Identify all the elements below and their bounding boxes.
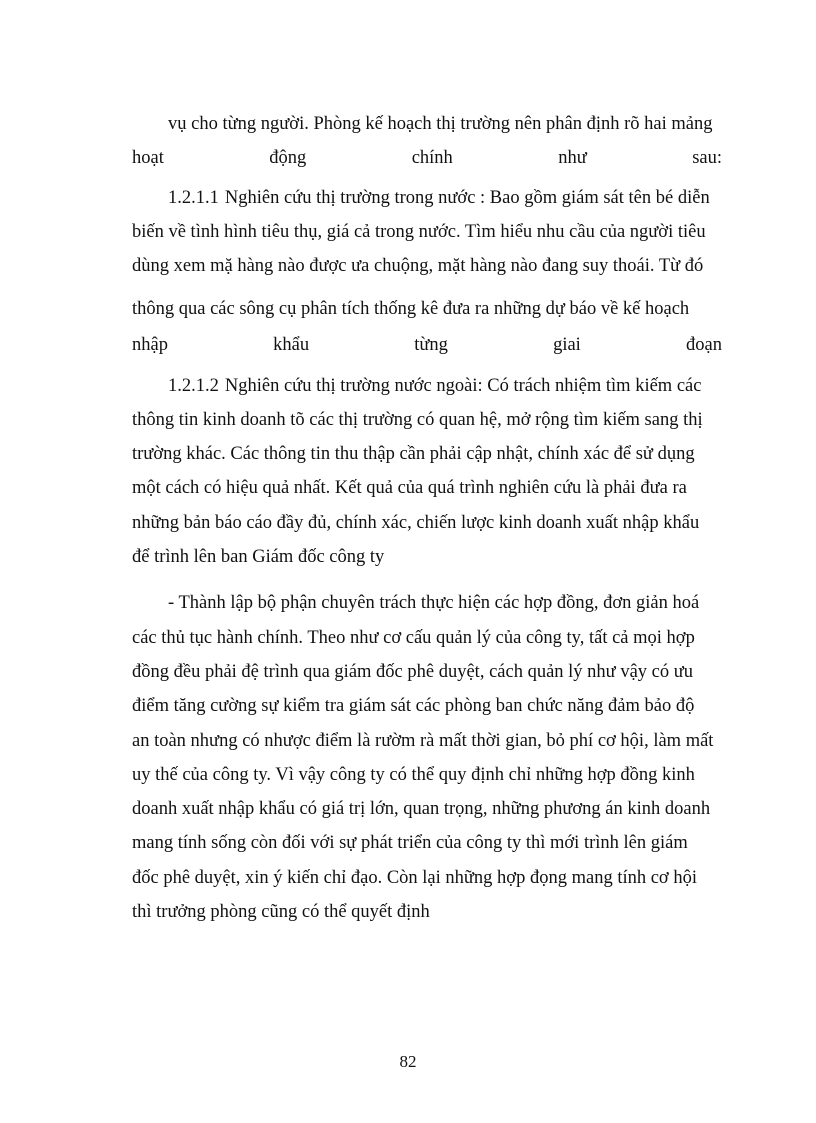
paragraph-1-line-2 <box>132 146 722 170</box>
paragraph-2-line-4: thông qua các sông cụ phân tích thống kê đưa ra những dự báo về kế hoạch <box>132 299 690 319</box>
word: sau: <box>692 148 722 168</box>
section-number: 1.2.1.1 <box>168 188 219 208</box>
word: nhập <box>132 335 168 355</box>
paragraph-2-line-5 <box>132 333 722 357</box>
word: chính <box>411 148 453 168</box>
section-number: 1.2.1.2 <box>168 376 219 396</box>
paragraph-4-line-5: an toàn nhưng có nhược điểm là rườm rà mất thời gian, bỏ phí cơ hội, làm mất <box>132 731 714 751</box>
word: động <box>269 148 307 168</box>
word: hoạt <box>132 148 164 168</box>
paragraph-4-line-10: thì trưởng phòng cũng có thể quyết định <box>132 902 430 922</box>
paragraph-4-line-6: uy thế của công ty. Vì vậy công ty có thể quy định chỉ những hợp đồng kinh <box>132 765 695 785</box>
paragraph-3-line-6: để trình lên ban Giám đốc công ty <box>132 547 385 567</box>
paragraph-2-line-1-text: Nghiên cứu thị trường trong nước : Bao gồm giám sát tên bé diễn <box>224 188 710 208</box>
word: đoạn <box>685 335 722 355</box>
paragraph-4-line-9: đốc phê duyệt, xin ý kiến chỉ đạo. Còn lại những hợp đọng mang tính cơ hội <box>132 868 697 888</box>
word: từng <box>414 335 448 355</box>
paragraph-3-line-1 <box>168 374 722 398</box>
word: giai <box>553 335 581 355</box>
paragraph-3-line-5: những bản báo cáo đầy đủ, chính xác, chiến lược kinh doanh xuất nhập khẩu <box>132 513 700 533</box>
paragraph-4-line-8: mang tính sống còn đối với sự phát triển của công ty thì mới trình lên giám <box>132 833 688 853</box>
paragraph-3-line-2: thông tin kinh doanh tõ các thị trường có quan hệ, mở rộng tìm kiếm sang thị <box>132 410 703 430</box>
paragraph-2-line-2: biến về tình hình tiêu thụ, giá cả trong nước. Tìm hiểu nhu cầu của người tiêu <box>132 222 706 242</box>
paragraph-3-line-1-text: Nghiên cứu thị trường nước ngoài: Có trách nhiệm tìm kiếm các <box>224 376 702 396</box>
paragraph-4-line-7: doanh xuất nhập khẩu có giá trị lớn, quan trọng, những phương án kinh doanh <box>132 799 711 819</box>
paragraph-3-line-4: một cách có hiệu quả nhất. Kết quả của quá trình nghiên cứu là phải đưa ra <box>132 478 687 498</box>
paragraph-2-line-1 <box>168 186 722 210</box>
page-number: 82 <box>399 1052 417 1071</box>
paragraph-4-line-1: - Thành lập bộ phận chuyên trách thực hiện các hợp đồng, đơn giản hoá <box>168 593 700 613</box>
paragraph-1-line-1: vụ cho từng người. Phòng kế hoạch thị trường nên phân định rõ hai mảng <box>168 114 713 134</box>
paragraph-2-line-3: dùng xem mặ hàng nào được ưa chuộng, mặt hàng nào đang suy thoái. Từ đó <box>132 256 704 276</box>
paragraph-3-line-3: trường khác. Các thông tin thu thập cần phải cập nhật, chính xác để sử dụng <box>132 444 695 464</box>
paragraph-4-line-2: các thủ tục hành chính. Theo như cơ cấu quản lý của công ty, tất cả mọi hợp <box>132 628 695 648</box>
word: khẩu <box>273 335 310 355</box>
paragraph-4-line-4: điểm tăng cường sự kiểm tra giám sát các phòng ban chức năng đảm bảo độ <box>132 696 695 716</box>
word: như <box>558 148 587 168</box>
paragraph-4-line-3: đồng đều phải đệ trình qua giám đốc phê duyệt, cách quản lý như vậy có ưu <box>132 662 694 682</box>
